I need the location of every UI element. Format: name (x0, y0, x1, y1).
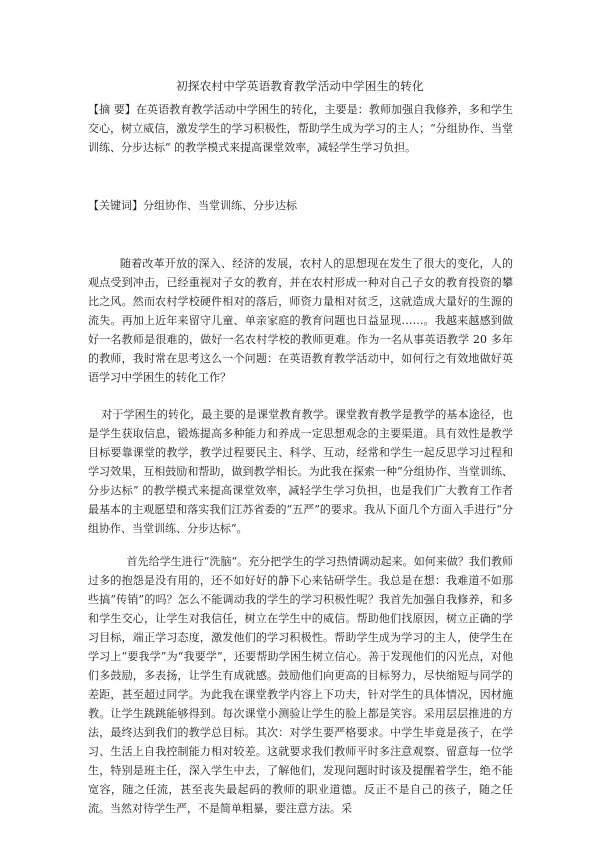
keywords: 【关键词】分组协作、当堂训练、分步达标 (88, 199, 297, 212)
abstract: 【摘 要】在英语教育教学活动中学困生的转化，主要是：教师加强自我修养，多和学生交心，树立威信，激发学生的学习积极性，帮助学生成为学习的主人；“分组协作、当堂训练、分步达标” 的教学模式来提高课堂效率，减轻学生学习负担。 (88, 103, 513, 154)
paragraph-1: 随着改革开放的深入、经济的发展，农村人的思想现在发生了很大的变化，人的观点受到冲击，已经重视对子女的教育，并在农村形成一种对自己子女的教育投资的攀比之风。然而农村学校硬件相对的落后，师资力量相对贫乏，这就造成大量好的生源的流失。再加上近年来留守儿童、单亲家庭的教育问题也日益显现……。我越来越感到做好一名教师是很难的，做好一名农村学校的教师更难。作为一名从事英语教学 20 多年的教师，我时常在思考这么一个问题：在英语教育教学活动中，如何行之有效地做好英语学习中学困生的转化工作？ (88, 257, 513, 384)
document-title: 初探农村中学英语教育教学活动中学困生的转化 (176, 79, 424, 93)
paragraph-2: 对于学困生的转化，最主要的是课堂教育教学。课堂教育教学是教学的基本途径，也是学生获取信息，锻炼提高多种能力和养成一定思想观念的主要渠道。具有效性是教学目标要靠课堂的教学，教学过程要民主、科学、互动，经常和学生一起反思学习过程和学习效果，互相鼓励和帮助，做到教学相长。为此我在探索一种“分组协作、当堂训练、分步达标” 的教学模式来提高课堂效率，减轻学生学习负担，也是我们广大教育工作者最基本的主观愿望和落实我们江苏省委的“五严”的要求。我从下面几个方面入手进行“分组协作、当堂训练、分步达标”。 (88, 408, 513, 535)
paragraph-3: 首先给学生进行“洗脑“。充分把学生的学习热情调动起来。如何来做？我们教师过多的抱怨是没有用的，还不如好好的静下心来钻研学生。我总是在想：我难道不如那些搞“传销”的吗？怎么不能调动我的学生的学习积极性呢？我首先加强自我修养，和多和学生交心，让学生对我信任，树立在学生中的威信。帮助他们找原因，树立正确的学习目标，端正学习态度，激发他们的学习积极性。帮助学生成为学习的主人，使学生在学习上“要我学”为“我要学”，还要帮助学困生树立信心。善于发现他们的闪光点，对他们多鼓励，多表扬，让学生有成就感。鼓励他们向更高的目标努力，尽快缩短与同学的差距，甚至超过同学。为此我在课堂教学内容上下功夫，针对学生的具体情况，因材施教。让学生跳跳能够得到。每次课堂小测验让学生的脸上都是笑容。采用层层推进的方法，最终达到我们的教学总目标。其次：对学生要严格要求。中学生毕竟是孩子，在学习、生活上自我控制能力相对较差。这就要求我们教师平时多注意观察、留意每一位学生，特别是班主任，深入学生中去，了解他们，发现问题时时该及提醒着学生，绝不能宽容，随之任流，甚至丧失最起码的教师的职业道德。反正不是自己的孩子，随之任流。当然对待学生严，不是简单粗暴，要注意方法。采 (88, 555, 513, 815)
